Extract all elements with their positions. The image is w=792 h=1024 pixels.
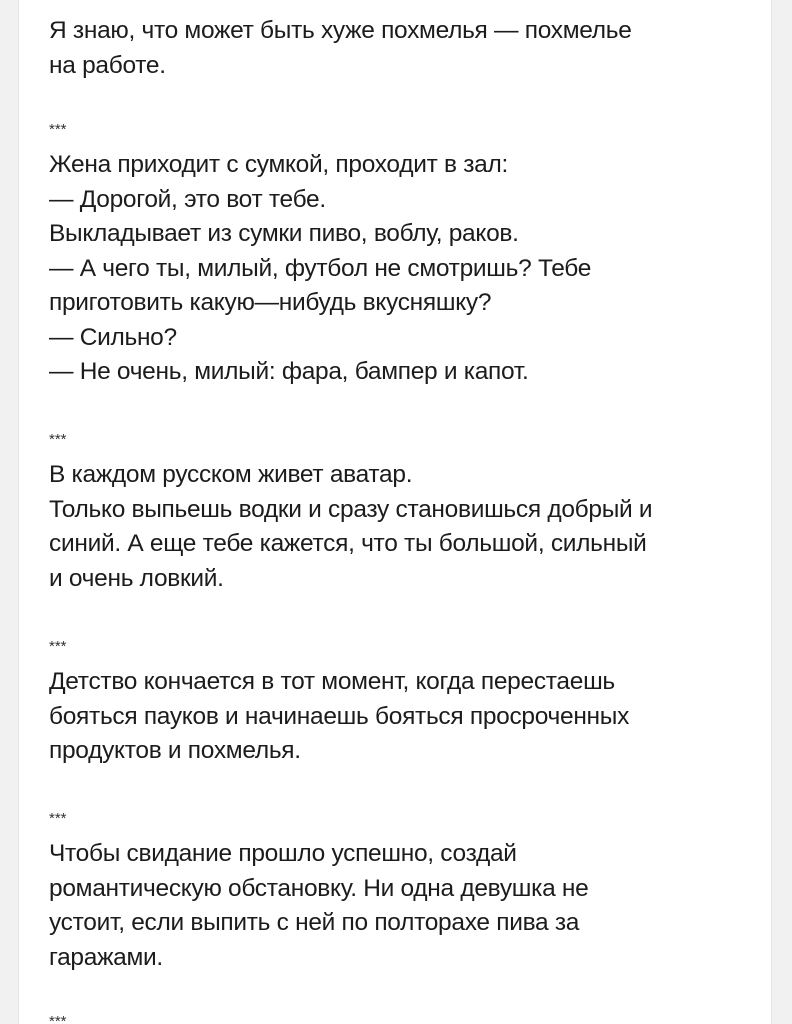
text-line: приготовить какую—нибудь вкусняшку? bbox=[49, 289, 492, 316]
separator: *** bbox=[49, 1013, 67, 1024]
article-page bbox=[18, 0, 772, 1024]
separator: *** bbox=[49, 431, 67, 448]
text-line: Я знаю, что может быть хуже похмелья — похмелье bbox=[49, 17, 632, 44]
text-line: Жена приходит с сумкой, проходит в зал: bbox=[49, 151, 509, 178]
text-line: — А чего ты, милый, футбол не смотришь? Тебе bbox=[49, 254, 592, 282]
joke-5 bbox=[49, 811, 589, 975]
separator: *** bbox=[49, 121, 67, 138]
text-line: бояться пауков и начинаешь бояться просроченных bbox=[49, 702, 630, 730]
joke-3-text bbox=[49, 458, 652, 596]
joke-6 bbox=[49, 1014, 67, 1024]
text-line: романтическую обстановку. Ни одна девушка не bbox=[49, 874, 589, 902]
joke-3 bbox=[49, 432, 652, 596]
text-line: Выкладывает из сумки пиво, воблу, раков. bbox=[49, 220, 519, 247]
text-line: продуктов и похмелья. bbox=[49, 737, 301, 764]
joke-5-text bbox=[49, 837, 589, 975]
text-line: — Сильно? bbox=[49, 323, 177, 351]
text-line: на работе. bbox=[49, 51, 166, 79]
joke-4 bbox=[49, 639, 629, 769]
joke-1 bbox=[49, 14, 632, 83]
text-line: — Не очень, милый: фара, бампер и капот. bbox=[49, 358, 529, 385]
joke-2-text bbox=[49, 148, 591, 390]
separator: *** bbox=[49, 810, 67, 827]
text-line: — Дорогой, это вот тебе. bbox=[49, 185, 326, 213]
text-line: и очень ловкий. bbox=[49, 564, 224, 592]
text-line: В каждом русском живет аватар. bbox=[49, 461, 413, 488]
text-line: устоит, если выпить с ней по полторахе пива за bbox=[49, 909, 580, 936]
text-line: Чтобы свидание прошло успешно, создай bbox=[49, 840, 517, 867]
text-line: Детство кончается в тот момент, когда перестаешь bbox=[49, 668, 615, 695]
joke-1-text bbox=[49, 14, 632, 83]
joke-2 bbox=[49, 122, 591, 390]
text-line: Только выпьешь водки и сразу становишься добрый и bbox=[49, 495, 653, 523]
text-line: гаражами. bbox=[49, 943, 163, 971]
joke-4-text bbox=[49, 665, 629, 769]
text-line: синий. А еще тебе кажется, что ты большой, сильный bbox=[49, 530, 647, 557]
separator: *** bbox=[49, 638, 67, 655]
